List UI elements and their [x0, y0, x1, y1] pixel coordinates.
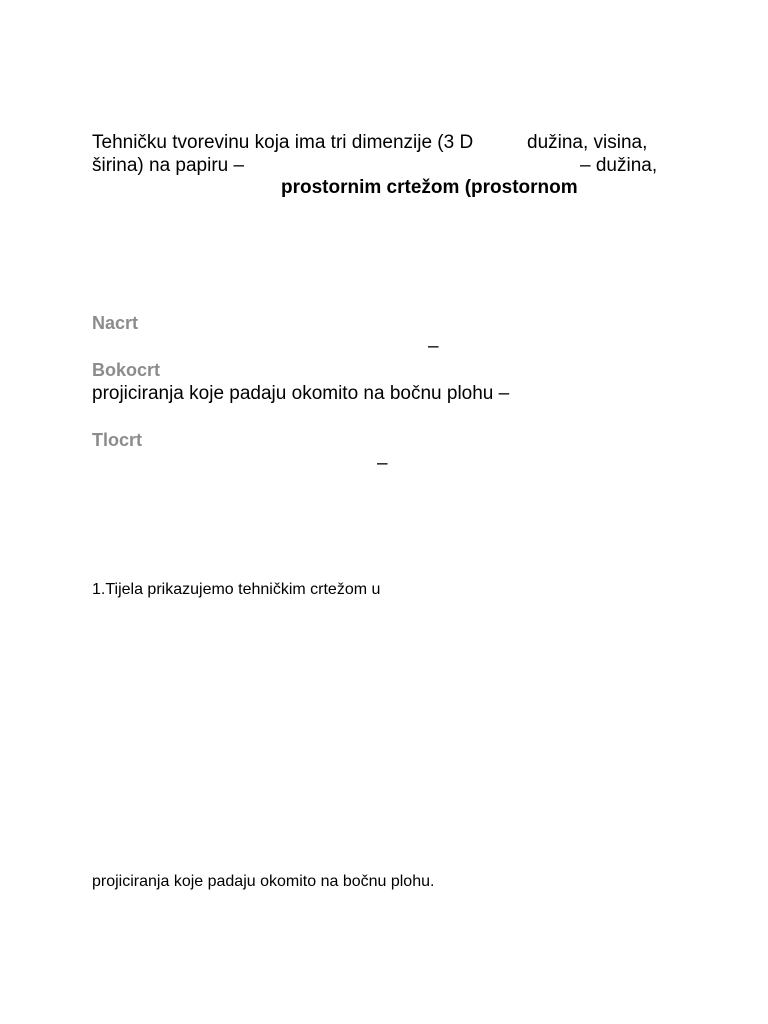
- nacrt-dash: –: [428, 336, 439, 357]
- intro-line1-part1: Tehničku tvorevinu koja ima tri dimenzije (3 D: [92, 132, 474, 153]
- intro-line3-bold: prostornim crtežom (prostornom: [281, 177, 578, 198]
- footer-text: projiciranja koje padaju okomito na bočnu plohu.: [92, 873, 435, 890]
- tlocrt-dash: –: [377, 453, 388, 474]
- intro-line1-part2: dužina, visina,: [527, 132, 648, 153]
- question-1: 1.Tijela prikazujemo tehničkim crtežom u: [92, 581, 381, 598]
- tlocrt-heading: Tlocrt: [92, 430, 143, 450]
- intro-line2-part2: – dužina,: [580, 155, 658, 176]
- bokocrt-text: projiciranja koje padaju okomito na bočnu plohu –: [92, 383, 510, 404]
- intro-line2-part1: širina) na papiru –: [92, 155, 245, 176]
- nacrt-heading: Nacrt: [92, 313, 139, 333]
- bokocrt-heading: Bokocrt: [92, 360, 161, 380]
